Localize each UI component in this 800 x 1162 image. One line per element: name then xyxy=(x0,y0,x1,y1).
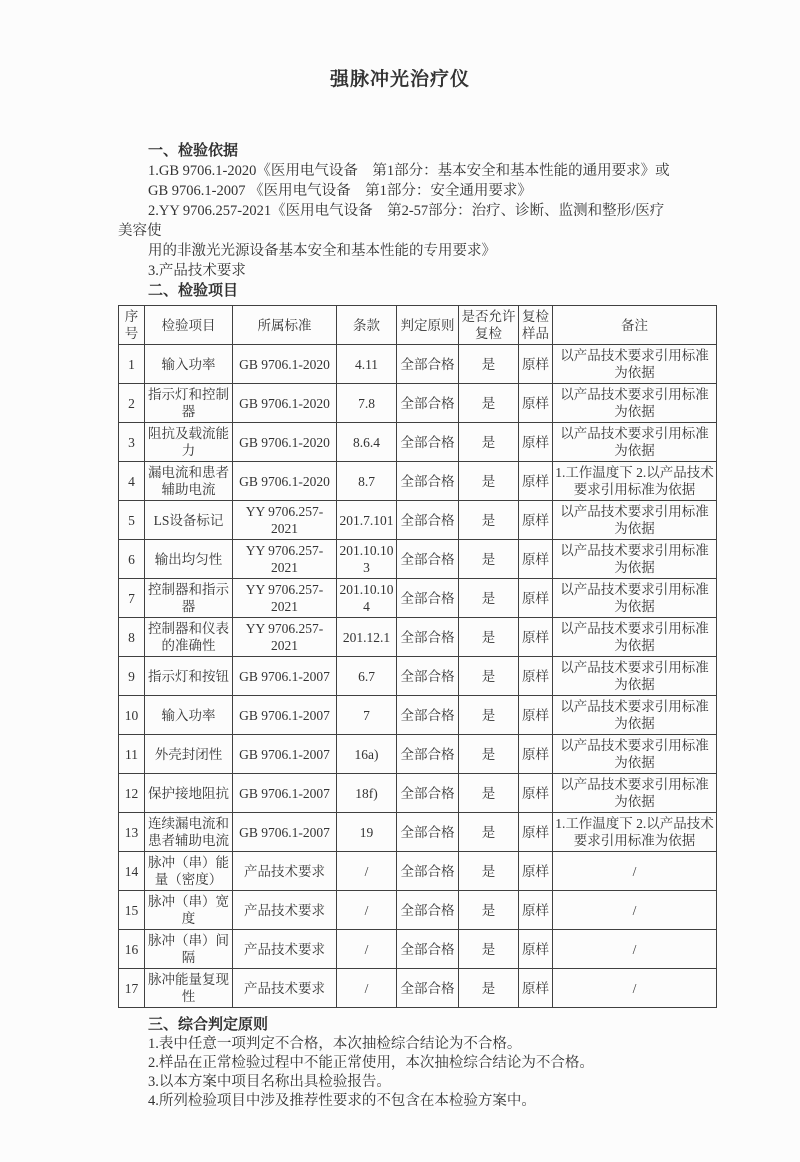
table-cell: 7.8 xyxy=(337,384,397,423)
table-cell: 以产品技术要求引用标准为依据 xyxy=(553,384,717,423)
table-cell: 15 xyxy=(119,891,145,930)
table-cell: 1 xyxy=(119,345,145,384)
table-cell: 以产品技术要求引用标准为依据 xyxy=(553,540,717,579)
table-cell: 14 xyxy=(119,852,145,891)
table-cell: 全部合格 xyxy=(397,462,459,501)
table-cell: 全部合格 xyxy=(397,618,459,657)
table-cell: 201.10.103 xyxy=(337,540,397,579)
table-cell: 原样 xyxy=(519,852,553,891)
table-cell: 外壳封闭性 xyxy=(145,735,233,774)
inspection-basis-heading: 一、检验依据 xyxy=(148,142,239,159)
table-cell: 原样 xyxy=(519,501,553,540)
table-cell: 6 xyxy=(119,540,145,579)
table-row xyxy=(119,423,717,462)
basis-line: 1.GB 9706.1-2020《医用电气设备 第1部分：基本安全和基本性能的通用要求》或 xyxy=(148,163,670,179)
table-cell: 是 xyxy=(459,384,519,423)
table-cell: 是 xyxy=(459,462,519,501)
table-cell: 以产品技术要求引用标准为依据 xyxy=(553,735,717,774)
basis-line: 用的非激光光源设备基本安全和基本性能的专用要求》 xyxy=(148,243,496,259)
judgment-line: 2.样品在正常检验过程中不能正常使用，本次抽检综合结论为不合格。 xyxy=(148,1055,594,1071)
table-cell: 全部合格 xyxy=(397,969,459,1008)
table-cell: 以产品技术要求引用标准为依据 xyxy=(553,501,717,540)
table-cell: 是 xyxy=(459,774,519,813)
table-cell: 10 xyxy=(119,696,145,735)
table-cell: 1.工作温度下 2.以产品技术要求引用标准为依据 xyxy=(553,813,717,852)
table-cell: / xyxy=(553,891,717,930)
table-row xyxy=(119,891,717,930)
table-cell: 是 xyxy=(459,501,519,540)
section-inspection-basis xyxy=(118,141,720,281)
column-header-0: 序号 xyxy=(119,306,145,345)
table-cell: 控制器和仪表的准确性 xyxy=(145,618,233,657)
table-cell: 以产品技术要求引用标准为依据 xyxy=(553,345,717,384)
table-cell: 产品技术要求 xyxy=(233,852,337,891)
table-cell: 4.11 xyxy=(337,345,397,384)
table-row xyxy=(119,540,717,579)
table-cell: 脉冲（串）能量（密度） xyxy=(145,852,233,891)
table-cell: 以产品技术要求引用标准为依据 xyxy=(553,579,717,618)
table-cell: 9 xyxy=(119,657,145,696)
table-cell: 8 xyxy=(119,618,145,657)
document-title: 强脉冲光治疗仪 xyxy=(329,69,470,90)
table-cell: 以产品技术要求引用标准为依据 xyxy=(553,618,717,657)
table-cell: 11 xyxy=(119,735,145,774)
table-cell: 是 xyxy=(459,813,519,852)
column-header-4: 判定原则 xyxy=(397,306,459,345)
table-cell: 全部合格 xyxy=(397,657,459,696)
table-cell: 是 xyxy=(459,345,519,384)
table-cell: 4 xyxy=(119,462,145,501)
column-header-6: 复检样品 xyxy=(519,306,553,345)
table-row xyxy=(119,735,717,774)
table-cell: 是 xyxy=(459,540,519,579)
table-cell: 16a) xyxy=(337,735,397,774)
table-cell: 5 xyxy=(119,501,145,540)
table-cell: GB 9706.1-2007 xyxy=(233,696,337,735)
table-cell: 13 xyxy=(119,813,145,852)
table-cell: 以产品技术要求引用标准为依据 xyxy=(553,657,717,696)
table-cell: 全部合格 xyxy=(397,423,459,462)
table-cell: 8.6.4 xyxy=(337,423,397,462)
table-cell: 漏电流和患者辅助电流 xyxy=(145,462,233,501)
table-cell: GB 9706.1-2020 xyxy=(233,384,337,423)
table-cell: YY 9706.257-2021 xyxy=(233,540,337,579)
table-cell: 以产品技术要求引用标准为依据 xyxy=(553,423,717,462)
table-cell: 18f) xyxy=(337,774,397,813)
table-row xyxy=(119,696,717,735)
table-cell: 原样 xyxy=(519,735,553,774)
table-cell: 是 xyxy=(459,735,519,774)
table-cell: 原样 xyxy=(519,813,553,852)
table-row xyxy=(119,930,717,969)
basis-line: 3.产品技术要求 xyxy=(148,263,246,279)
table-cell: 原样 xyxy=(519,423,553,462)
table-cell: 全部合格 xyxy=(397,579,459,618)
basis-line: GB 9706.1-2007 《医用电气设备 第1部分：安全通用要求》 xyxy=(148,183,532,199)
table-cell: 是 xyxy=(459,579,519,618)
table-cell: 产品技术要求 xyxy=(233,891,337,930)
table-cell: 原样 xyxy=(519,774,553,813)
table-cell: 是 xyxy=(459,930,519,969)
basis-line: 美容使 xyxy=(118,223,162,239)
table-cell: 是 xyxy=(459,852,519,891)
table-cell: 以产品技术要求引用标准为依据 xyxy=(553,774,717,813)
table-cell: 19 xyxy=(337,813,397,852)
table-cell: / xyxy=(337,969,397,1008)
table-cell: 6.7 xyxy=(337,657,397,696)
table-cell: 原样 xyxy=(519,384,553,423)
table-cell: 7 xyxy=(337,696,397,735)
column-header-5: 是否允许复检 xyxy=(459,306,519,345)
table-cell: 脉冲（串）间隔 xyxy=(145,930,233,969)
table-cell: 阻抗及载流能力 xyxy=(145,423,233,462)
table-row xyxy=(119,969,717,1008)
judgment-principles-body xyxy=(148,1035,730,1111)
table-header-row xyxy=(119,306,717,345)
judgment-line: 4.所列检验项目中涉及推荐性要求的不包含在本检验方案中。 xyxy=(148,1093,536,1109)
table-cell: 脉冲（串）宽度 xyxy=(145,891,233,930)
table-cell: 是 xyxy=(459,618,519,657)
table-cell: 1.工作温度下 2.以产品技术要求引用标准为依据 xyxy=(553,462,717,501)
table-cell: / xyxy=(553,852,717,891)
table-cell: 原样 xyxy=(519,540,553,579)
table-row xyxy=(119,345,717,384)
table-cell: 是 xyxy=(459,657,519,696)
table-cell: 全部合格 xyxy=(397,696,459,735)
table-cell: 是 xyxy=(459,423,519,462)
table-cell: 产品技术要求 xyxy=(233,969,337,1008)
table-cell: 原样 xyxy=(519,462,553,501)
table-cell: 原样 xyxy=(519,579,553,618)
table-cell: 脉冲能量复现性 xyxy=(145,969,233,1008)
table-cell: YY 9706.257-2021 xyxy=(233,579,337,618)
table-row xyxy=(119,384,717,423)
table-cell: 原样 xyxy=(519,345,553,384)
table-row xyxy=(119,813,717,852)
table-cell: GB 9706.1-2020 xyxy=(233,462,337,501)
table-cell: GB 9706.1-2007 xyxy=(233,774,337,813)
table-cell: 全部合格 xyxy=(397,852,459,891)
table-cell: YY 9706.257-2021 xyxy=(233,618,337,657)
table-cell: / xyxy=(337,930,397,969)
table-cell: 原样 xyxy=(519,657,553,696)
table-cell: 输入功率 xyxy=(145,696,233,735)
table-cell: 是 xyxy=(459,891,519,930)
table-cell: 全部合格 xyxy=(397,813,459,852)
table-row xyxy=(119,462,717,501)
table-cell: 全部合格 xyxy=(397,930,459,969)
table-cell: 原样 xyxy=(519,696,553,735)
inspection-basis-body xyxy=(118,161,720,281)
table-cell: / xyxy=(337,852,397,891)
column-header-7: 备注 xyxy=(553,306,717,345)
table-row xyxy=(119,657,717,696)
column-header-2: 所属标准 xyxy=(233,306,337,345)
table-cell: LS设备标记 xyxy=(145,501,233,540)
column-header-1: 检验项目 xyxy=(145,306,233,345)
table-row xyxy=(119,579,717,618)
table-cell: 原样 xyxy=(519,891,553,930)
table-cell: GB 9706.1-2007 xyxy=(233,813,337,852)
table-cell: 指示灯和控制器 xyxy=(145,384,233,423)
table-cell: 全部合格 xyxy=(397,891,459,930)
table-cell: 保护接地阻抗 xyxy=(145,774,233,813)
table-row xyxy=(119,618,717,657)
inspection-items-heading: 二、检验项目 xyxy=(148,282,239,299)
table-cell: YY 9706.257-2021 xyxy=(233,501,337,540)
table-cell: 以产品技术要求引用标准为依据 xyxy=(553,696,717,735)
table-cell: 全部合格 xyxy=(397,540,459,579)
judgment-principles-heading: 三、综合判定原则 xyxy=(148,1016,269,1033)
table-cell: / xyxy=(337,891,397,930)
table-cell: 全部合格 xyxy=(397,384,459,423)
table-cell: / xyxy=(553,930,717,969)
table-row xyxy=(119,852,717,891)
table-cell: / xyxy=(553,969,717,1008)
judgment-line: 1.表中任意一项判定不合格，本次抽检综合结论为不合格。 xyxy=(148,1036,522,1052)
table-cell: 全部合格 xyxy=(397,774,459,813)
section-judgment-principles xyxy=(148,1015,730,1111)
table-cell: 连续漏电流和患者辅助电流 xyxy=(145,813,233,852)
table-cell: GB 9706.1-2007 xyxy=(233,657,337,696)
table-cell: 原样 xyxy=(519,618,553,657)
table-cell: 是 xyxy=(459,696,519,735)
table-cell: 原样 xyxy=(519,930,553,969)
table-cell: 2 xyxy=(119,384,145,423)
table-row xyxy=(119,774,717,813)
judgment-line: 3.以本方案中项目名称出具检验报告。 xyxy=(148,1074,391,1090)
column-header-3: 条款 xyxy=(337,306,397,345)
table-cell: GB 9706.1-2020 xyxy=(233,423,337,462)
table-cell: 201.7.101 xyxy=(337,501,397,540)
table-cell: 7 xyxy=(119,579,145,618)
table-cell: 201.10.104 xyxy=(337,579,397,618)
table-cell: 输入功率 xyxy=(145,345,233,384)
table-cell: 201.12.1 xyxy=(337,618,397,657)
table-cell: 3 xyxy=(119,423,145,462)
table-cell: 17 xyxy=(119,969,145,1008)
table-cell: 产品技术要求 xyxy=(233,930,337,969)
table-cell: 是 xyxy=(459,969,519,1008)
table-cell: GB 9706.1-2007 xyxy=(233,735,337,774)
table-row xyxy=(119,501,717,540)
table-cell: 全部合格 xyxy=(397,735,459,774)
basis-line: 2.YY 9706.257-2021《医用电气设备 第2-57部分：治疗、诊断、监测和整形/医疗 xyxy=(148,203,665,219)
table-cell: 控制器和指示器 xyxy=(145,579,233,618)
table-cell: 16 xyxy=(119,930,145,969)
table-cell: 指示灯和按钮 xyxy=(145,657,233,696)
table-cell: 输出均匀性 xyxy=(145,540,233,579)
table-cell: 12 xyxy=(119,774,145,813)
table-cell: 全部合格 xyxy=(397,345,459,384)
table-cell: 全部合格 xyxy=(397,501,459,540)
table-cell: 原样 xyxy=(519,969,553,1008)
table-cell: GB 9706.1-2020 xyxy=(233,345,337,384)
inspection-items-table xyxy=(118,305,717,1008)
table-cell: 8.7 xyxy=(337,462,397,501)
